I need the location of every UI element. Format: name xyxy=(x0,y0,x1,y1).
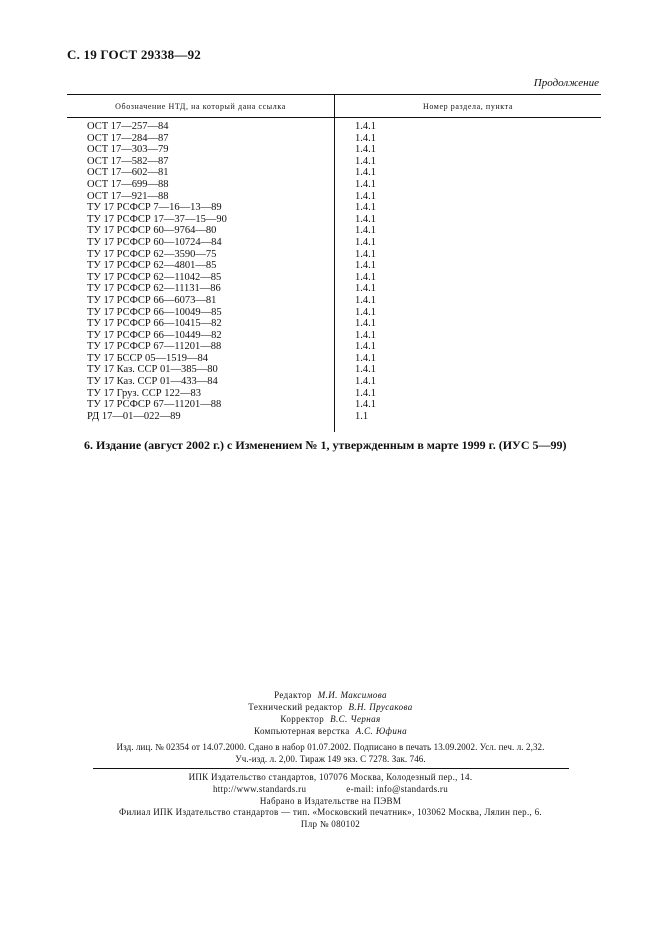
row-doc-designation: ТУ 17 РСФСР 66—6073—81 xyxy=(87,294,217,306)
row-doc-designation: ТУ 17 РСФСР 66—10049—85 xyxy=(87,306,222,318)
header-doc-column: Обозначение НТД, на который дана ссылка xyxy=(67,95,335,117)
row-doc-designation: ТУ 17 РСФСР 62—11131—86 xyxy=(87,283,221,295)
credit-role: Корректор xyxy=(280,714,325,724)
credit-role: Технический редактор xyxy=(248,702,343,712)
publisher-contacts xyxy=(0,784,661,796)
publisher-line-1: ИПК Издательство стандартов, 107076 Москва, Колодезный пер., 14. xyxy=(188,772,473,782)
reference-table xyxy=(67,94,601,422)
row-section-number: 1.4.1 xyxy=(355,376,376,388)
credit-name: В.С. Черная xyxy=(330,714,381,724)
row-section-number: 1.4.1 xyxy=(355,294,376,306)
edition-note: 6. Издание (август 2002 г.) с Изменением № 1, утвержденным в марте 1999 г. (ИУС 5—99) xyxy=(84,438,567,452)
row-doc-designation: ТУ 17 Груз. ССР 122—83 xyxy=(87,387,201,399)
row-section-number: 1.4.1 xyxy=(355,202,376,214)
row-section-number: 1.4.1 xyxy=(355,306,376,318)
row-section-number: 1.4.1 xyxy=(355,132,376,144)
credit-line xyxy=(0,689,661,701)
row-doc-designation: ТУ 17 РСФСР 62—11042—85 xyxy=(87,271,222,283)
row-section-number: 1.4.1 xyxy=(355,236,376,248)
row-doc-designation: ОСТ 17—582—87 xyxy=(87,155,169,167)
row-doc-designation: ТУ 17 РСФСР 67—11201—88 xyxy=(87,341,222,353)
row-doc-designation: ТУ 17 РСФСР 7—16—13—89 xyxy=(87,202,222,214)
row-section-number: 1.4.1 xyxy=(355,121,376,132)
row-section-number: 1.4.1 xyxy=(355,155,376,167)
row-doc-designation: ОСТ 17—303—79 xyxy=(87,144,169,156)
row-doc-designation: ТУ 17 РСФСР 67—11201—88 xyxy=(87,399,222,411)
continuation-label: Продолжение xyxy=(533,77,599,89)
imprint-line-2: Уч.-изд. л. 2,00. Тираж 149 экз. С 7278. Зак. 746. xyxy=(235,754,426,764)
row-section-number: 1.4.1 xyxy=(355,399,376,411)
row-doc-designation: ОСТ 17—921—88 xyxy=(87,190,169,202)
publisher-website[interactable]: http://www.standards.ru xyxy=(212,783,307,794)
row-doc-designation: ОСТ 17—284—87 xyxy=(87,132,169,144)
credit-role: Компьютерная верстка xyxy=(254,726,350,736)
row-doc-designation: ТУ 17 РСФСР 60—10724—84 xyxy=(87,236,222,248)
publisher-line-5: Плр № 080102 xyxy=(300,819,361,830)
row-doc-designation: ОСТ 17—602—81 xyxy=(87,167,169,179)
credit-role: Редактор xyxy=(274,690,312,700)
credit-name: В.Н. Прусакова xyxy=(348,702,413,712)
page-header: С. 19 ГОСТ 29338—92 xyxy=(67,47,201,62)
row-section-number: 1.4.1 xyxy=(355,318,376,330)
row-section-number: 1.4.1 xyxy=(355,341,376,353)
credit-line xyxy=(0,701,661,713)
row-doc-designation: ТУ 17 Каз. ССР 01—385—80 xyxy=(87,364,218,376)
publisher-line-4: Филиал ИПК Издательство стандартов — тип. «Московский печатник», 103062 Москва, Лялин пер., 6. xyxy=(119,807,542,818)
publisher-email[interactable]: e-mail: info@standards.ru xyxy=(346,783,449,794)
row-section-number: 1.4.1 xyxy=(355,225,376,237)
table-header xyxy=(67,95,601,117)
row-section-number: 1.4.1 xyxy=(355,329,376,341)
row-doc-designation: ТУ 17 РСФСР 66—10415—82 xyxy=(87,318,222,330)
imprint-block xyxy=(0,741,661,765)
header-section-column: Номер раздела, пункта xyxy=(422,101,514,111)
row-doc-designation: ОСТ 17—257—84 xyxy=(87,121,169,132)
row-doc-designation: ОСТ 17—699—88 xyxy=(87,178,169,190)
credit-name: М.И. Максимова xyxy=(317,690,387,700)
credit-line xyxy=(0,725,661,737)
credits-block xyxy=(0,689,661,737)
row-section-number: 1.4.1 xyxy=(355,190,376,202)
row-section-number: 1.4.1 xyxy=(355,144,376,156)
publisher-block xyxy=(0,772,661,831)
column-divider xyxy=(334,116,335,432)
row-section-number: 1.4.1 xyxy=(355,213,376,225)
row-doc-designation: ТУ 17 Каз. ССР 01—433—84 xyxy=(87,376,218,388)
row-doc-designation: ТУ 17 РСФСР 60—9764—80 xyxy=(87,225,217,237)
credit-name: А.С. Юфина xyxy=(355,726,407,736)
row-section-number: 1.4.1 xyxy=(355,352,376,364)
row-section-number: 1.4.1 xyxy=(355,387,376,399)
credit-line xyxy=(0,713,661,725)
row-section-number: 1.4.1 xyxy=(355,364,376,376)
row-doc-designation: ТУ 17 РСФСР 66—10449—82 xyxy=(87,329,222,341)
row-section-number: 1.4.1 xyxy=(355,271,376,283)
row-doc-designation: РД 17—01—022—89 xyxy=(87,410,181,422)
row-section-number: 1.4.1 xyxy=(355,248,376,260)
row-doc-designation: ТУ 17 РСФСР 62—4801—85 xyxy=(87,260,217,272)
row-section-number: 1.4.1 xyxy=(355,167,376,179)
row-doc-designation: ТУ 17 БССР 05—1519—84 xyxy=(87,352,209,364)
row-section-number: 1.1 xyxy=(355,410,369,422)
row-section-number: 1.4.1 xyxy=(355,260,376,272)
row-section-number: 1.4.1 xyxy=(355,178,376,190)
imprint-line-1: Изд. лиц. № 02354 от 14.07.2000. Сдано в набор 01.07.2002. Подписано в печать 13.09.2002. Усл. печ. л. 2,32. xyxy=(116,742,545,752)
row-doc-designation: ТУ 17 РСФСР 17—37—15—90 xyxy=(87,213,227,225)
publisher-rule xyxy=(93,768,569,769)
row-section-number: 1.4.1 xyxy=(355,283,376,295)
publisher-line-3: Набрано в Издательстве на ПЭВМ xyxy=(259,795,402,806)
row-doc-designation: ТУ 17 РСФСР 62—3590—75 xyxy=(87,248,217,260)
